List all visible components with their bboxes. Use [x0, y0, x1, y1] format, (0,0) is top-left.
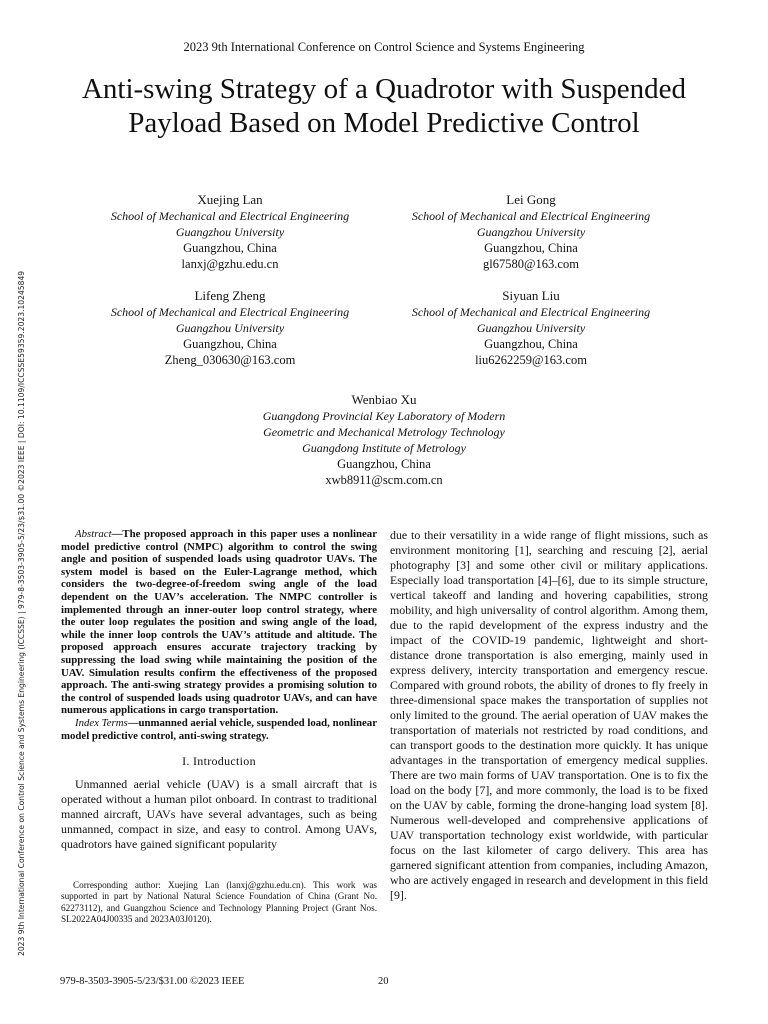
right-column [390, 528, 708, 903]
author-org: Guangzhou University [476, 321, 586, 335]
author-name: Wenbiao Xu [351, 392, 417, 407]
footnote: Corresponding author: Xuejing Lan (lanxj@gzhu.edu.cn). This work was supported in part by National Natural Science Foundation of China (Grant No. 62273112), and Guangzhou Science and Technology Planning Project (Grant Nos. SL2022A04J00335 and 2023A03J0120). [61, 880, 377, 924]
abstract-text: —The proposed approach in this paper uses a nonlinear model predictive control (NMPC) algorithm to control the swing angle and position of suspended loads using quadrotor UAVs. The system model is based on the Euler-Lagrange method, which considers the two-degree-of-freedom swing angle of the load dependent on the UAV’s acceleration. The NMPC controller is implemented through an inner-outer loop control strategy, where the outer loop regulates the position and swing angle of the load, while the inner loop controls the UAV’s attitude and altitude. The proposed approach ensures accurate trajectory tracking by suppressing the load swing while maintaining the position of the UAV. Simulation results confirm the effectiveness of the proposed approach. The anti-swing strategy provides a promising solution to the control of suspended loads using quadrotor UAVs, and can have numerous applications in cargo transportation. [61, 528, 377, 717]
author-dept: School of Mechanical and Electrical Engineering [411, 209, 651, 223]
left-column [61, 528, 377, 852]
section-heading: I. Introduction [182, 754, 256, 769]
author-affiliation-line: Geometric and Mechanical Metrology Technology [263, 425, 505, 439]
author-block-2 [381, 192, 681, 272]
author-email: gl67580@163.com [483, 257, 579, 271]
author-name: Lifeng Zheng [194, 288, 266, 303]
author-city: Guangzhou, China [183, 241, 277, 255]
conference-header: 2023 9th International Conference on Control Science and Systems Engineering [183, 40, 585, 54]
author-block-3 [80, 288, 380, 368]
abstract [61, 528, 377, 717]
author-org: Guangzhou University [175, 225, 285, 239]
author-email: Zheng_030630@163.com [164, 353, 296, 367]
author-city: Guangzhou, China [484, 241, 578, 255]
author-org: Guangzhou University [476, 225, 586, 239]
author-email: xwb8911@scm.com.cn [325, 473, 443, 487]
index-terms-text: —unmanned aerial vehicle, suspended load, nonlinear model predictive control, anti-swing strategy. [61, 716, 377, 742]
author-name: Xuejing Lan [197, 192, 263, 207]
author-affiliation-line: Guangdong Institute of Metrology [302, 441, 466, 455]
author-dept: School of Mechanical and Electrical Engineering [110, 209, 350, 223]
author-email: lanxj@gzhu.edu.cn [181, 257, 279, 271]
author-city: Guangzhou, China [337, 457, 431, 471]
author-city: Guangzhou, China [484, 337, 578, 351]
author-email: liu6262259@163.com [475, 353, 587, 367]
footer-isbn: 979-8-3503-3905-5/23/$31.00 ©2023 IEEE [60, 976, 245, 987]
author-block-1 [80, 192, 380, 272]
author-name: Lei Gong [506, 192, 556, 207]
author-org: Guangzhou University [175, 321, 285, 335]
author-block-5 [234, 392, 534, 488]
paper-title: Anti-swing Strategy of a Quadrotor with Suspended Payload Based on Model Predictive Control [81, 73, 687, 139]
intro-paragraph-right: due to their versatility in a wide range of flight missions, such as environment monitoring [1], searching and rescuing [2], aerial photography [3] and some other civil or military applications. Especially load transportation [4]–[6], due to its simple structure, vertical takeoff and landing and hovering capabilities, strong mobility, and high universality of control algorithm. Among them, due to the rapid development of the express industry and the impact of the COVID-19 pandemic, lightweight and short-distance drone transportation is also emerging, mainly used in express delivery, intercity transportation and emergency rescue. Compared with ground robots, the ability of drones to fly freely in three-dimensional space makes the transportation of supplies not only limited to the ground. The aerial operation of UAV makes the transportation of materials not restricted by road conditions, and can transport goods to the destination more quickly. It has unique advantages in the transportation of emergency medical supplies. There are two main forms of UAV transportation. One is to fix the load on the body [7], and more commonly, the load is to be fixed on the UAV by cable, forming the drone-hanging load system [8]. Numerous well-developed and comprehensive applications of UAV transportation technology exist worldwide, with particular focus on the last kilometer of cargo delivery. This area has garnered significant attention from companies, including Amazon, who are actively engaged in research and development in this field [9]. [390, 528, 708, 902]
author-dept: School of Mechanical and Electrical Engineering [411, 305, 651, 319]
author-dept: School of Mechanical and Electrical Engineering [110, 305, 350, 319]
doi-sidebar [3, 196, 26, 956]
author-affiliation-line: Guangdong Provincial Key Laboratory of Modern [262, 409, 506, 423]
page-number: 20 [378, 976, 389, 987]
index-terms [61, 717, 377, 742]
doi-sidebar-text: 2023 9th International Conference on Control Science and Systems Engineering (ICCSSE) | 979-8-3503-3905-5/23/$31.00 ©2023 IEEE | DOI: 10.1109/ICCSSE59359.2023.10245849 [17, 270, 26, 956]
author-city: Guangzhou, China [183, 337, 277, 351]
intro-paragraph-left: Unmanned aerial vehicle (UAV) is a small aircraft that is operated without a human pilot onboard. In contrast to traditional manned aircraft, UAVs have several advantages, such as being unmanned, compact in size, and easy to control. Among UAVs, quadrotors have gained significant popularity [61, 777, 377, 852]
author-name: Siyuan Liu [502, 288, 560, 303]
index-terms-label: Index Terms [75, 716, 128, 729]
author-block-4 [381, 288, 681, 368]
abstract-label: Abstract [75, 528, 112, 540]
